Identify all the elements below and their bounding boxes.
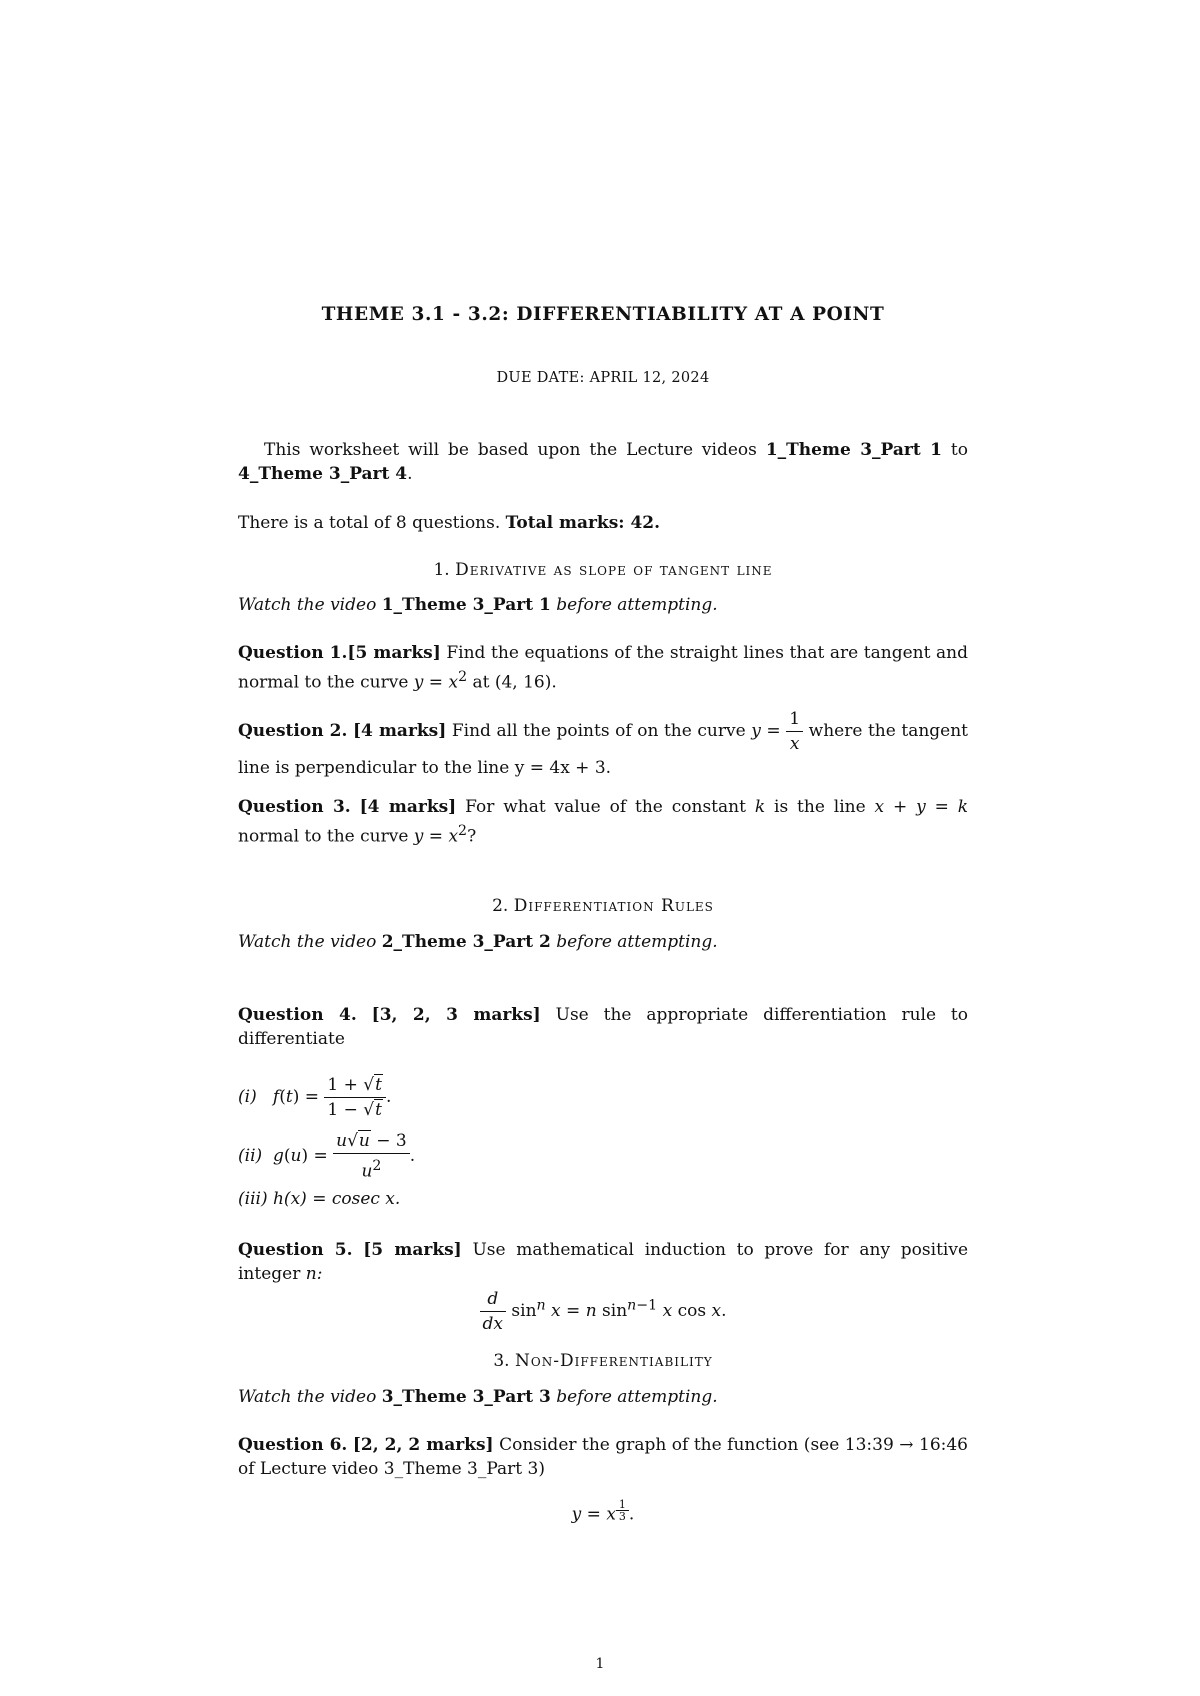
watch-note-3: Watch the video 3_Theme 3_Part 3 before attempting. <box>238 1387 718 1407</box>
total-line: There is a total of 8 questions. Total marks: 42. <box>238 513 661 533</box>
section-heading-2: 2. Differentiation Rules <box>492 896 714 916</box>
page-number: 1 <box>595 1656 605 1672</box>
question-4-part-1: (i) f(t) = $\frac{1 + √t}{1 - √t}$ . <box>238 1075 392 1120</box>
question-3: Question 3. [4 marks] For what value of the constant k is the line x + y = k normal to the curve $y = x^2$? <box>238 797 969 847</box>
cube-root-formula: y = x $^{\frac{1}{3}}$ . <box>571 1497 635 1525</box>
watch-note-1: Watch the video 1_Theme 3_Part 1 before attempting. <box>238 595 718 615</box>
question-6: Question 6. [2, 2, 2 marks] Consider the graph of the function (see 13:39 → 16:46 of Lecture video 3_Theme 3_Part 3) <box>238 1435 968 1479</box>
due-date: DUE DATE: APRIL 12, 2024 <box>496 370 710 386</box>
question-2: Question 2. [4 marks] Find all the points of on the curve y = $\frac{1}{x}$ where the tangent line is perpendicular to the line y = 4x + 3. <box>238 709 969 778</box>
question-4-part-3: (iii) h(x) = cosec x. <box>238 1189 401 1209</box>
question-4: Question 4. [3, 2, 3 marks] Use the appropriate differentiation rule to differentiate <box>238 1005 968 1049</box>
fraction-1-over-x: $\frac{1}{x}$ <box>786 707 803 756</box>
question-5: Question 5. [5 marks] Use mathematical induction to prove for any positive integer n: <box>238 1240 968 1284</box>
section-heading-1: 1. Derivative as slope of tangent line <box>433 560 773 580</box>
section-heading-3: 3. Non-Differentiability <box>493 1351 713 1371</box>
watch-note-2: Watch the video 2_Theme 3_Part 2 before attempting. <box>238 932 718 952</box>
question-4-part-2: (ii) g(u) = $\frac{u√u - 3}{u^2}$ . <box>238 1131 416 1182</box>
induction-formula: $\frac{d}{dx}$ $\sin^n x = n$ $\sin^{n-1} x$ cos x. <box>238 1287 968 1336</box>
intro-paragraph: This worksheet will be based upon the Lecture videos 1_Theme 3_Part 1 to 4_Theme 3_Part 4. <box>238 440 968 484</box>
question-1: Question 1.[5 marks] Find the equations of the straight lines that are tangent and normal to the curve $y = x^2$ at (4, 16). <box>238 643 968 693</box>
page-title: THEME 3.1 - 3.2: DIFFERENTIABILITY AT A POINT <box>321 304 885 325</box>
